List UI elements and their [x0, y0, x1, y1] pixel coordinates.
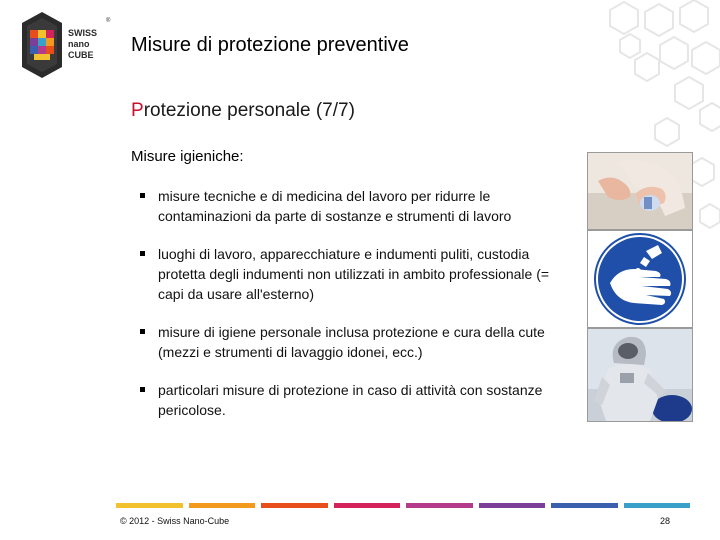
logo-line3: CUBE: [68, 50, 94, 60]
bullet-text: misure tecniche e di medicina del lavoro per ridurre le contaminazioni da parte di sostanze e strumenti di lavoro: [158, 188, 512, 224]
bullet-item: [140, 186, 560, 226]
bullet-square-icon: [140, 387, 145, 392]
page-number: 28: [660, 516, 671, 526]
bullet-square-icon: [140, 251, 145, 256]
hand-protection-sign-icon: [588, 231, 692, 327]
bullet-text: particolari misure di protezione in caso di attività con sostanze pericolose.: [158, 382, 543, 418]
hand-protection-sign: [587, 230, 693, 328]
subtitle-first-letter: P: [131, 100, 144, 121]
slide-title: Misure di protezione preventive: [131, 34, 409, 56]
bullet-item: [140, 244, 560, 304]
protective-suit-photo: [587, 328, 693, 422]
slide-subtitle: [131, 100, 355, 122]
hand-washing-photo: [587, 152, 693, 230]
bullet-text: misure di igiene personale inclusa protezione e cura della cute (mezzi e strumenti di lavaggio idonei, ecc.): [158, 324, 545, 360]
section-heading: Misure igieniche:: [131, 148, 244, 165]
bullet-list: [140, 186, 560, 438]
subtitle-rest: rotezione personale (7/7): [143, 100, 355, 121]
footer-color-bar: [116, 503, 696, 508]
footer-bar-segment: [551, 503, 618, 508]
bullet-square-icon: [140, 193, 145, 198]
footer-bar-segment: [334, 503, 401, 508]
bullet-square-icon: [140, 329, 145, 334]
logo-line1: SWISS: [68, 28, 98, 38]
footer-bar-segment: [116, 503, 183, 508]
bullet-item: [140, 322, 560, 362]
bullet-item: [140, 380, 560, 420]
bullet-text: luoghi di lavoro, apparecchiature e indumenti puliti, custodia protetta degli indumenti non utilizzati in ambito professionale (= capi da usare all'esterno): [158, 246, 550, 302]
logo-registered-mark: ®: [106, 18, 111, 24]
footer-bar-segment: [624, 503, 691, 508]
footer-bar-segment: [406, 503, 473, 508]
footer-bar-segment: [189, 503, 256, 508]
logo-line2: nano: [68, 39, 90, 49]
footer-bar-segment: [261, 503, 328, 508]
footer-copyright: © 2012 - Swiss Nano-Cube: [120, 516, 230, 526]
footer-bar-segment: [479, 503, 546, 508]
swiss-nano-cube-logo: [20, 10, 118, 80]
